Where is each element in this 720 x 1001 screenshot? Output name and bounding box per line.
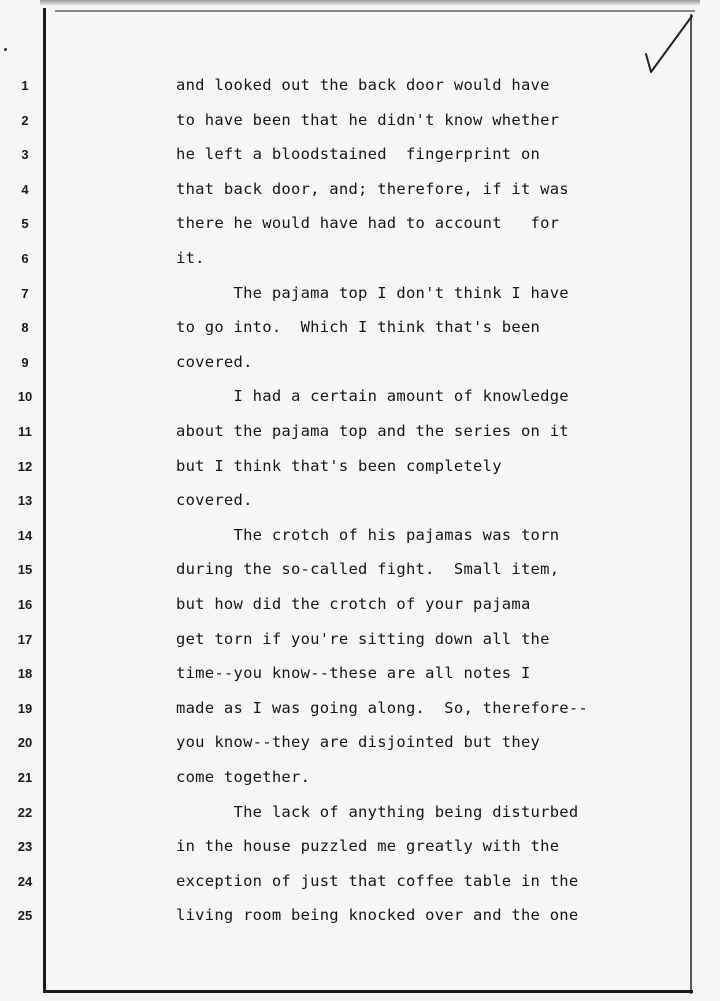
margin-speck (4, 48, 7, 51)
line-number: 24 (17, 873, 33, 889)
transcript-line: there he would have had to account for (176, 214, 560, 233)
line-number: 23 (17, 839, 33, 855)
top-border (55, 10, 695, 12)
line-number: 8 (21, 320, 29, 336)
line-number: 18 (17, 666, 33, 682)
transcript-line: that back door, and; therefore, if it was (176, 179, 569, 198)
transcript-line: get torn if you're sitting down all the (176, 629, 550, 648)
transcript-line: living room being knocked over and the one (176, 906, 579, 925)
bottom-border (43, 990, 693, 993)
line-number: 2 (21, 112, 29, 128)
transcript-line: made as I was going along. So, therefore-- (176, 698, 589, 717)
left-margin-rule (43, 8, 46, 993)
line-number: 15 (17, 562, 33, 578)
line-number: 17 (17, 631, 33, 647)
transcript-line: but I think that's been completely (176, 456, 502, 475)
transcript-line: come together. (176, 768, 311, 786)
transcript-line: covered. (176, 352, 253, 371)
transcript-line: The crotch of his pajamas was torn (176, 525, 560, 544)
line-number: 13 (17, 493, 33, 509)
transcript-line: and looked out the back door would have (176, 76, 550, 94)
line-number: 11 (18, 424, 32, 439)
transcript-line: during the so-called fight. Small item, (176, 560, 560, 579)
transcript-line: but how did the crotch of your pajama (176, 595, 531, 613)
transcript-line: The lack of anything being disturbed (176, 802, 579, 821)
line-number: 14 (17, 527, 33, 543)
transcript-line: in the house puzzled me greatly with the (176, 837, 560, 856)
line-number: 7 (21, 285, 29, 301)
transcript-line: it. (176, 249, 205, 267)
line-number: 5 (21, 216, 29, 232)
transcript-line: exception of just that coffee table in the (176, 871, 579, 890)
transcript-line: about the pajama top and the series on it (176, 422, 569, 440)
line-number: 22 (17, 804, 33, 820)
line-number: 16 (17, 597, 33, 612)
line-number: 12 (17, 458, 33, 474)
checkmark-icon (640, 12, 700, 77)
transcript-line: The pajama top I don't think I have (176, 283, 569, 302)
line-number: 21 (17, 770, 33, 785)
line-number: 3 (21, 147, 29, 163)
transcript-line: you know--they are disjointed but they (176, 733, 541, 752)
line-number: 10 (17, 389, 33, 405)
transcript-line: to have been that he didn't know whether (176, 110, 560, 129)
line-number: 1 (21, 78, 29, 93)
line-number: 4 (21, 181, 29, 197)
transcript-line: he left a bloodstained fingerprint on (176, 145, 541, 164)
transcript-line: to go into. Which I think that's been (176, 318, 541, 337)
transcript-line: I had a certain amount of knowledge (176, 387, 569, 406)
line-number: 6 (21, 251, 29, 266)
line-number: 9 (21, 354, 29, 370)
transcript-line: time--you know--these are all notes I (176, 664, 531, 683)
page-top-shadow (40, 0, 700, 6)
line-number: 19 (17, 700, 33, 716)
line-number: 25 (17, 908, 33, 924)
transcript-line: covered. (176, 491, 253, 510)
line-number: 20 (17, 735, 33, 751)
right-margin-rule (690, 14, 692, 994)
